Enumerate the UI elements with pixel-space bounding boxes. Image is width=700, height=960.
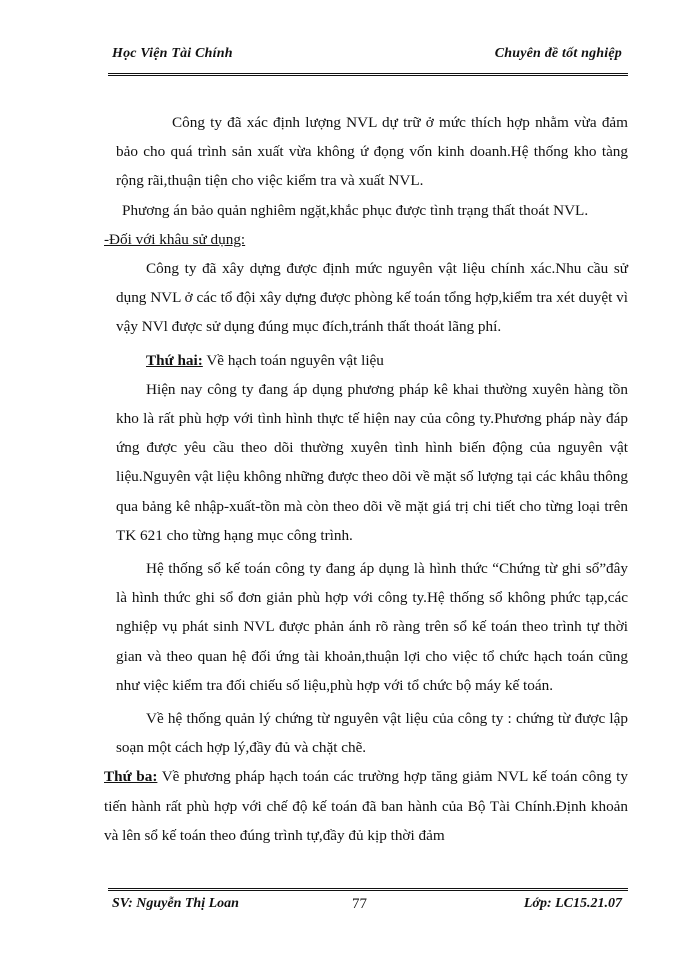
second-label: Thứ hai:	[146, 351, 203, 369]
page-header	[108, 36, 628, 76]
footer-class: Lớp: LC15.21.07	[523, 896, 622, 911]
paragraph-ledger-system: Hệ thống sổ kế toán công ty đang áp dụng là hình thức “Chứng từ ghi sổ”đây là hình thức ghi sổ đơn giản phù hợp với công ty.Hệ thống sổ không phức tạp,các nghiệp vụ phát sinh NVL được phản ánh rõ ràng trên sổ kế toán theo trình tự thời gian và theo quan hệ đối ứng tài khoản,thuận lợi cho việc tổ chức hạch toán cũng như việc kiểm tra đối chiếu số liệu,phù hợp với tổ chức bộ máy kế toán.	[116, 560, 628, 694]
document-body	[104, 108, 628, 850]
paragraph-usage: Công ty đã xây dựng được định mức nguyên vật liệu chính xác.Nhu cầu sử dụng NVL ở các tổ đội xây dựng được phòng kế toán tổng hợp,kiểm tra xét duyệt vì vậy NVl được sử dụng đúng mục đích,tránh thất thoát lãng phí.	[116, 260, 628, 336]
footer-student: SV: Nguyễn Thị Loan	[112, 896, 239, 911]
page-number: 77	[352, 896, 367, 912]
header-document-type: Chuyên đề tốt nghiệp	[494, 46, 622, 61]
section-heading-usage	[104, 225, 628, 254]
third-label: Thứ ba:	[104, 768, 158, 786]
third-text: Về phương pháp hạch toán các trường hợp tăng giảm NVL kế toán công ty tiến hành rất phù hợp với chế độ kế toán đã ban hành của Bộ Tài Chính.Định khoản và lên sổ kế toán theo đúng trình tự,đầy đủ kịp thời đảm	[104, 768, 628, 844]
paragraph-third	[104, 762, 628, 850]
paragraph-inventory-method: Hiện nay công ty đang áp dụng phương pháp kê khai thường xuyên hàng tồn kho là rất phù hợp với tình hình thực tế hiện nay của công ty.Phương pháp này đáp ứng được yêu cầu theo dõi thường xuyên tình hình biến động của nguyên vật liệu.Nguyên vật liệu không những được theo dõi về mặt số lượng tại các khâu thông qua bảng kê nhập-xuất-tồn mà còn theo dõi về mặt giá trị chi tiết cho từng loại trên TK 621 cho từng hạng mục công trình.	[116, 380, 628, 544]
page-footer	[108, 888, 628, 918]
second-title: Về hạch toán nguyên vật liệu	[202, 351, 384, 369]
usage-heading-text: -Đối với khâu sử dụng:	[104, 230, 246, 248]
header-institution: Học Viện Tài Chính	[112, 46, 233, 61]
section-heading-second	[116, 346, 628, 375]
paragraph-documents: Về hệ thống quản lý chứng từ nguyên vật liệu của công ty : chứng từ được lập soạn một cách hợp lý,đầy đủ và chặt chẽ.	[116, 710, 628, 757]
paragraph-storage: Phương án bảo quản nghiêm ngặt,khắc phục được tình trạng thất thoát NVL.	[122, 201, 589, 219]
paragraph-inventory: Công ty đã xác định lượng NVL dự trữ ở mức thích hợp nhằm vừa đảm bảo cho quá trình sản xuất vừa không ứ đọng vốn kinh doanh.Hệ thống kho tàng rộng rãi,thuận tiện cho việc kiểm tra và xuất NVL.	[116, 114, 628, 190]
